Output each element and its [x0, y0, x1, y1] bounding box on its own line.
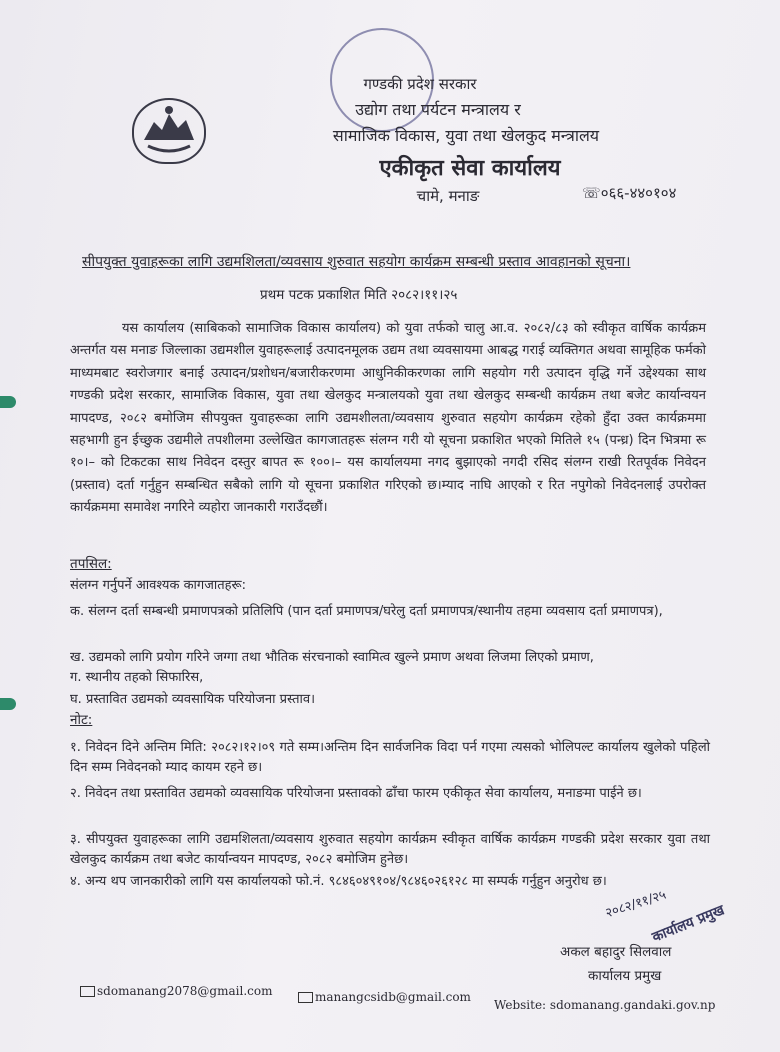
office-phone: [582, 183, 676, 203]
signature-date: २०८२/११/२५: [603, 887, 669, 922]
email-text: manangcsidb@gmail.com: [315, 990, 471, 1004]
header-line-3: सामाजिक विकास, युवा तथा खेलकुद मन्त्रालय: [332, 126, 600, 145]
details-intro: संलग्न गर्नुपर्ने आवश्यक कागजातहरू:: [70, 578, 247, 593]
details-item: घ. प्रस्तावित उद्यमको व्यवसायिक परियोजना प्रस्ताव।: [70, 692, 316, 707]
notice-body: यस कार्यालय (साबिकको सामाजिक विकास कार्यालय) को युवा तर्फको चालु आ.व. २०८२/८३ को स्वीकृत वार्षिक कार्यक्रम अन्तर्गत यस मनाङ जिल्लाका उद्यमशील युवाहरूलाई उत्पादनमूलक उद्यम तथा व्यवसायमा आबद्ध गराई व्यक्तिगत अथवा सामूहिक फर्मको माध्यमबाट स्वरोजगार बनाई उत्पादन/प्रशोधन/बजारीकरणमा आधुनिकीकरणका लागि सहयोग गरी उत्पादन वृद्धि गर्ने उद्देश्यका साथ गण्डकी प्रदेश सरकार, सामाजिक विकास, युवा तथा खेलकुद मन्त्रालयको युवा तथा खेलकुद सम्बन्धी कार्यक्रम तथा बजेट कार्यान्वयन मापदण्ड, २०८२ बमोजिम सीपयुक्त युवाहरूका लागि उद्यमशीलता/व्यवसाय शुरुवात सहयोग कार्यक्रम रहेको हुँदा उक्त कार्यक्रममा सहभागी हुन ईच्छुक उद्यमीले तपशीलमा उल्लेखित कागजातहरू संलग्न गरी यो सूचना प्रकाशित भएको मितिले १५ (पन्ध्र) दिन भित्रमा रू १०।– को टिकटका साथ निवेदन दस्तुर बापत रू १००।– यस कार्यालयमा नगद बुझाएको नगदी रसिद संलग्न राखी रितपूर्वक निवेदन (प्रस्ताव) दर्ता गर्नुहुन सम्बन्धित सबैको लागि यो सूचना प्रकाशित गरिएको छ।म्याद नाघि आएको र रित नपुगेको निवेदनलाई उपरोक्त कार्यक्रममा समावेश नगरिने व्यहोरा जानकारी गराउँदछौं।: [70, 321, 706, 516]
notes-label: नोट:: [70, 712, 93, 728]
details-item: क. संलग्न दर्ता सम्बन्धी प्रमाणपत्रको प्रतिलिपि (पान दर्ता प्रमाणपत्र/घरेलु दर्ता प्रमाणपत्र/स्थानीय तहमा व्यवसाय दर्ता प्रमाणपत्र),: [70, 604, 663, 619]
footer-email-2: [298, 990, 471, 1004]
details-label: तपसिल:: [70, 556, 112, 572]
details-item: ग. स्थानीय तहको सिफारिस,: [70, 670, 204, 685]
footer-email-1: [80, 984, 272, 998]
footer-website: Website: sdomanang.gandaki.gov.np: [494, 998, 716, 1012]
header-line-1: गण्डकी प्रदेश सरकार: [363, 75, 477, 93]
note-item: १. निवेदन दिने अन्तिम मिति: २०८२।१२।०९ गते सम्म।अन्तिम दिन सार्वजनिक विदा पर्न गएमा त्यसको भोलिपल्ट कार्यालय खुलेको पहिलो दिन सम्म निवेदनको म्याद कायम रहने छ।: [70, 740, 710, 775]
binder-hole: [0, 698, 16, 710]
note-item: २. निवेदन तथा प्रस्तावित उद्यमको व्यवसायिक परियोजना प्रस्तावको ढाँचा फारम एकीकृत सेवा कार्यालय, मनाङमा पाईने छ।: [70, 786, 642, 801]
mail-icon: [298, 992, 313, 1003]
notice-subject: सीपयुक्त युवाहरूका लागि उद्यमशिलता/व्यवसाय शुरुवात सहयोग कार्यक्रम सम्बन्धी प्रस्ताव आवहानको सूचना।: [82, 254, 631, 270]
office-location: चामे, मनाङ: [416, 187, 480, 205]
mail-icon: [80, 986, 95, 997]
office-name: एकीकृत सेवा कार्यालय: [379, 156, 561, 181]
publication-date: प्रथम पटक प्रकाशित मिति २०८२।११।२५: [260, 287, 458, 303]
note-item: ४. अन्य थप जानकारीको लागि यस कार्यालयको फो.नं. ९८४६०४९१०४/९८४६०२६१२८ मा सम्पर्क गर्नुहुन अनुरोध छ।: [70, 874, 607, 889]
email-text: sdomanang2078@gmail.com: [97, 984, 273, 998]
signatory-title: कार्यालय प्रमुख: [588, 968, 662, 984]
header-line-2: उद्योग तथा पर्यटन मन्त्रालय र: [355, 100, 521, 119]
binder-hole: [0, 396, 16, 408]
signatory-name: अकल बहादुर सिलवाल: [560, 944, 672, 960]
phone-icon: ☏: [582, 184, 601, 202]
note-item: ३. सीपयुक्त युवाहरूका लागि उद्यमशिलता/व्यवसाय शुरुवात सहयोग कार्यक्रम स्वीकृत वार्षिक कार्यक्रम गण्डकी प्रदेश सरकार युवा तथा खेलकुद कार्यक्रम तथा बजेट कार्यान्वयन मापदण्ड, २०८२ बमोजिम हुनेछ।: [70, 832, 710, 867]
details-item: ख. उद्यमको लागि प्रयोग गरिने जग्गा तथा भौतिक संरचनाको स्वामित्व खुल्ने प्रमाण अथवा लिजमा लिएको प्रमाण,: [70, 650, 594, 665]
signature-stamp: कार्यालय प्रमुख: [649, 902, 727, 946]
phone-number: ०६६-४४०१०४: [600, 184, 677, 202]
